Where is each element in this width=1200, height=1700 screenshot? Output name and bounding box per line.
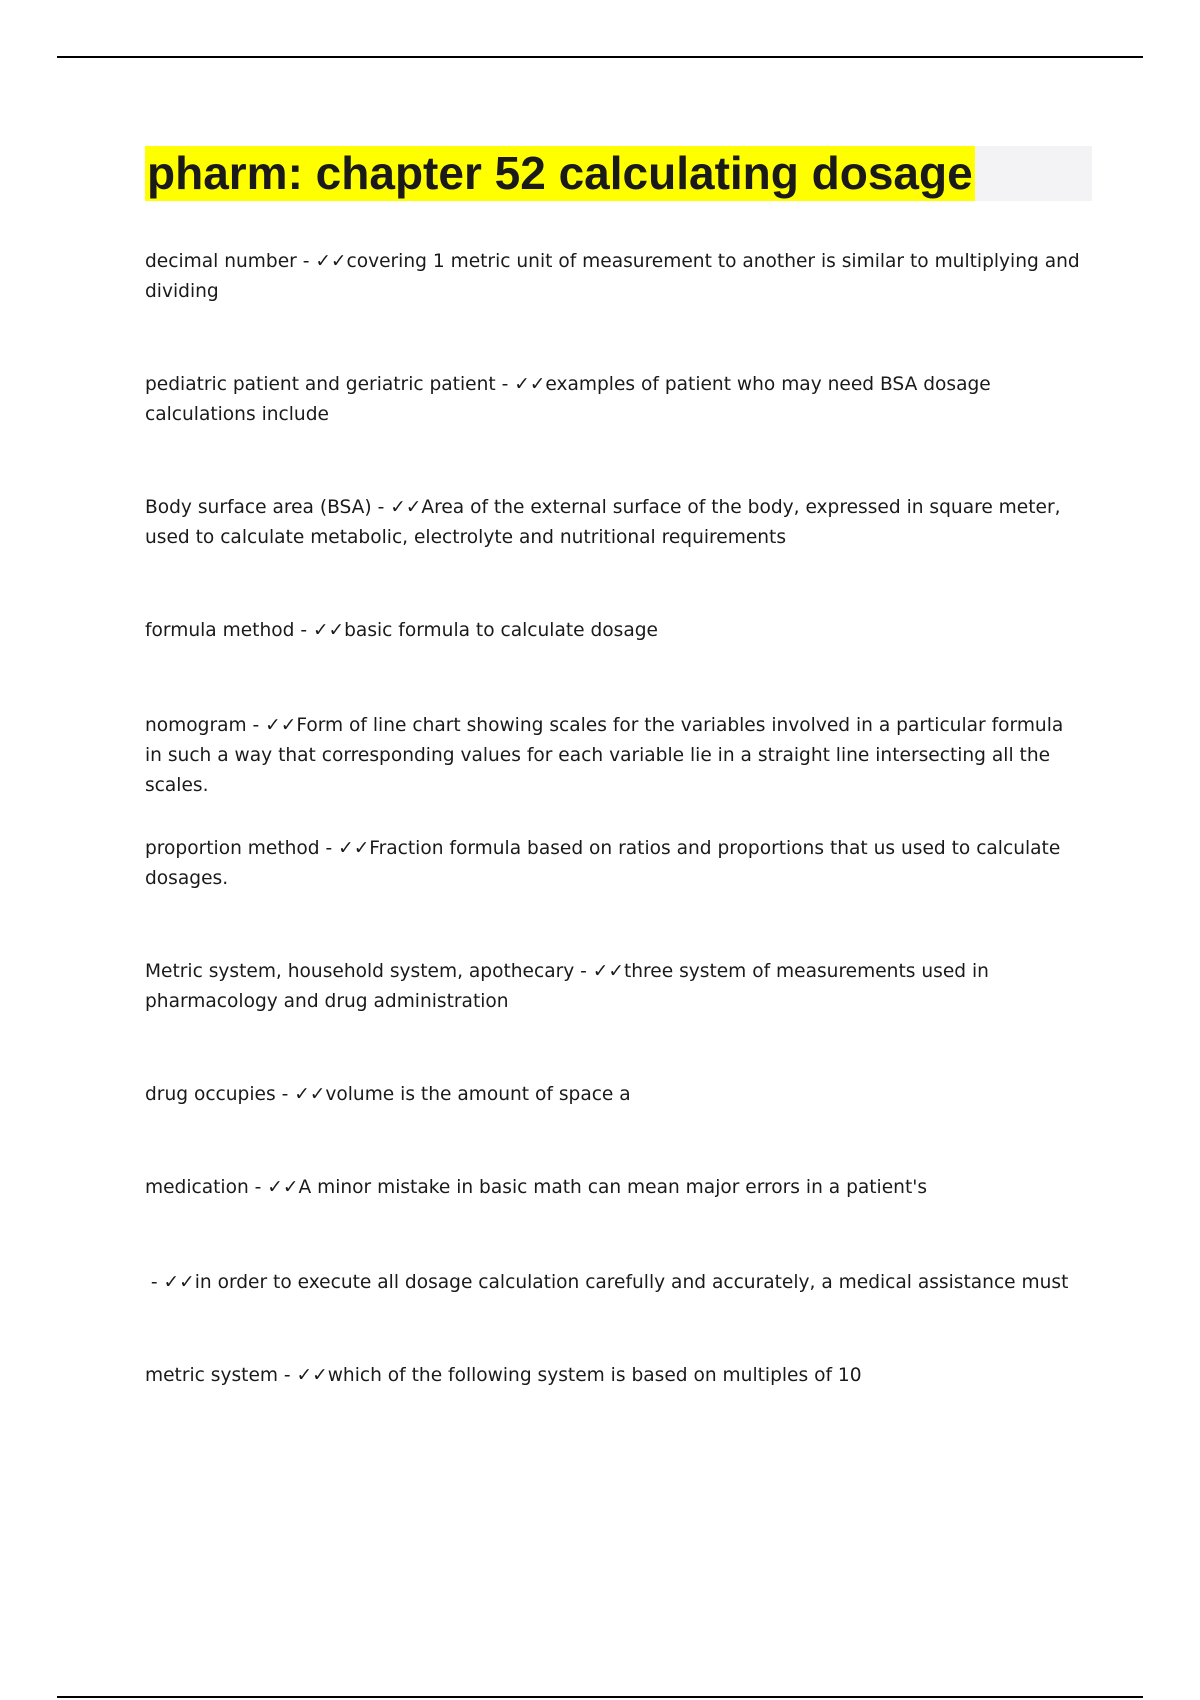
entry-definition: which of the following system is based on multiples of 10 xyxy=(327,1365,862,1386)
entry-definition: A minor mistake in basic math can mean major errors in a patient's xyxy=(298,1177,928,1198)
flashcard-entry xyxy=(145,616,1080,646)
entry-definition: basic formula to calculate dosage xyxy=(344,620,658,641)
bottom-rule xyxy=(57,1696,1143,1698)
check-marks-icon: ✓✓ xyxy=(294,1084,326,1105)
entry-definition: three system of measurements used in pharmacology and drug administration xyxy=(145,961,989,1012)
document-title: pharm: chapter 52 calculating dosage xyxy=(147,147,973,199)
entry-definition: Fraction formula based on ratios and proportions that us used to calculate dosages. xyxy=(145,838,1061,889)
entry-definition: in order to execute all dosage calculation carefully and accurately, a medical assistance must xyxy=(194,1272,1069,1293)
entry-definition: Area of the external surface of the body, expressed in square meter, used to calculate metabolic, electrolyte and nutritional requirements xyxy=(145,497,1061,548)
entry-term: Body surface area (BSA) xyxy=(145,497,372,518)
entry-separator: - xyxy=(145,1272,164,1293)
top-rule xyxy=(57,56,1143,58)
check-marks-icon: ✓✓ xyxy=(338,838,370,859)
check-marks-icon: ✓✓ xyxy=(163,1272,195,1293)
check-marks-icon: ✓✓ xyxy=(514,374,546,395)
entry-separator: - xyxy=(574,961,593,982)
entry-term: drug occupies xyxy=(145,1084,276,1105)
flashcard-entry xyxy=(145,1268,1080,1298)
entry-separator: - xyxy=(319,838,339,859)
entry-definition: Form of line chart showing scales for the variables involved in a particular formula in such a way that corresponding values for each variable lie in a straight line intersecting all the scales. xyxy=(145,715,1064,796)
entry-separator: - xyxy=(275,1084,295,1105)
entry-separator: - xyxy=(495,374,515,395)
entry-separator: - xyxy=(371,497,391,518)
flashcard-entry xyxy=(145,1080,1080,1110)
entry-definition: examples of patient who may need BSA dosage calculations include xyxy=(145,374,991,425)
check-marks-icon: ✓✓ xyxy=(267,1177,299,1198)
flashcard-entry xyxy=(145,370,1080,430)
flashcard-entry xyxy=(145,1173,1080,1203)
entry-separator: - xyxy=(296,251,316,272)
entry-term: proportion method xyxy=(145,838,320,859)
check-marks-icon: ✓✓ xyxy=(315,251,347,272)
entry-definition: volume is the amount of space a xyxy=(325,1084,631,1105)
entry-separator: - xyxy=(246,715,266,736)
flashcard-entry xyxy=(145,834,1080,894)
entry-term: formula method xyxy=(145,620,295,641)
entry-term: decimal number xyxy=(145,251,297,272)
flashcard-entry xyxy=(145,1361,1080,1391)
check-marks-icon: ✓✓ xyxy=(390,497,422,518)
flashcard-entry xyxy=(145,493,1080,553)
check-marks-icon: ✓✓ xyxy=(312,620,345,641)
flashcard-entry xyxy=(145,247,1080,307)
entry-separator: - xyxy=(248,1177,268,1198)
flashcard-entry xyxy=(145,711,1080,801)
flashcard-entry xyxy=(145,957,1080,1017)
check-marks-icon: ✓✓ xyxy=(296,1365,328,1386)
check-marks-icon: ✓✓ xyxy=(592,961,624,982)
entry-term: Metric system, household system, apothecary xyxy=(145,961,575,982)
entry-definition: covering 1 metric unit of measurement to another is similar to multiplying and dividing xyxy=(145,251,1080,302)
entry-term: pediatric patient and geriatric patient xyxy=(145,374,496,395)
entry-term: metric system xyxy=(145,1365,279,1386)
entry-separator: - xyxy=(278,1365,297,1386)
entry-term: medication xyxy=(145,1177,249,1198)
check-marks-icon: ✓✓ xyxy=(265,715,297,736)
entry-term: nomogram xyxy=(145,715,247,736)
entry-separator: - xyxy=(294,620,313,641)
